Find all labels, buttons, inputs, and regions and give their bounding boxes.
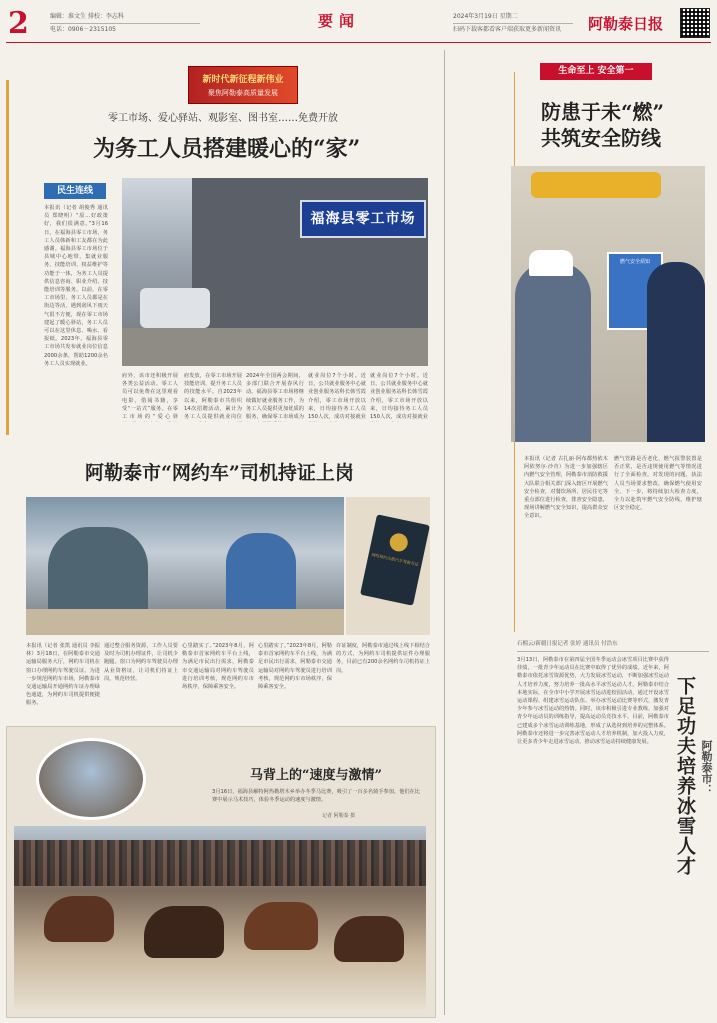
story2-col2: 通过整合服务资源，工作人员要及时为司机办理证件，让司机少跑腿。窗口为网约车驾驶员办理从业资格证，让司机们持证上岗，规范经营。 <box>104 643 178 682</box>
story4-col2: 燃气管路是否老化，燃气报警装置是否正常，是否违规使用燃气等情况进行了全面检查。对发现的问题，执法人员当场要求整改，确保燃气使用安全。下一步，将持续加大检查力度，全力以赴筑牢燃气安全防线，维护辖区安全稳定。 <box>614 456 702 512</box>
story1-col2: 府外，该市还积极开展各类公益活动。零工人员可以免费在这里观看电影，借阅书籍，享受“一站式”服务。在零工市场的“爱心驿 <box>122 373 178 421</box>
story3-caption: 3月16日，福海县解特阿热勒塔木乡举办冬季马比赛，吸引了一百多名骑手参加，他们在比赛中展示马术技巧，体验冬季运动的速度与激情。 <box>212 789 420 804</box>
editor-line: 编辑：淮文生 排校：李志科 <box>50 13 124 20</box>
horse-4 <box>334 916 404 962</box>
header-bottom-rule <box>6 42 711 43</box>
masthead-logo: 阿勒泰日报 <box>588 15 664 33</box>
story3-credit: 记者 阿勒泰 摄 <box>322 813 356 819</box>
horse-race-inset-photo <box>36 738 146 820</box>
national-emblem-icon <box>388 532 409 553</box>
story2-col4: 许证制度，阿勒泰市通过线上线下相结合的方式，为网约车司机提供证件办理服务，目前已有200余名网约车司机持证上岗。 <box>336 643 430 674</box>
story1-col5: 就业岗位7个小时。近日，公共就业服务中心就业创业服务站科长韩雪霞介绍，零工市场开放以来，日均接待务工人员150人次，成功对接就业 <box>308 373 366 421</box>
download-line: 扫码下载客都看客户端获取更多新闻资讯 <box>453 26 562 33</box>
counter <box>26 609 344 635</box>
story3-title: 马背上的“速度与激情” <box>250 768 382 783</box>
license-title: 网络预约出租汽车驾驶员证 <box>371 552 420 567</box>
ground <box>122 328 428 366</box>
phone-line: 电话：0906－2315105 <box>50 26 116 33</box>
story1-kicker: 零工市场、爱心驿站、观影室、图书室……免费开放 <box>108 113 338 124</box>
story5-rule <box>517 651 709 652</box>
header-divider-right <box>453 23 573 24</box>
story2-headline: 阿勒泰市“网约车”司机持证上岗 <box>85 462 354 484</box>
header-divider-left <box>50 23 200 24</box>
officer-figure <box>647 262 705 442</box>
horse-race-main-photo <box>14 826 426 1010</box>
chef-figure <box>515 262 591 442</box>
story5-credit-line: 石榴云/新疆日报记者 张婷 通讯员 付浩东 <box>517 641 618 647</box>
theme-banner <box>188 66 298 104</box>
driver-license-photo <box>346 497 430 635</box>
column-tag-minsheng <box>44 183 106 199</box>
building-sign <box>300 200 426 238</box>
story2-col1: 本报讯（记者 张凯 通讯员 李振林）3月18日，在阿勒泰市交通运输局服务大厅，网约车司机在窗口办理网约车驾驶员证。为进一步规范网约车市场，阿勒泰市交通运输局开通网约车证办理绿色通道，为网约车司机提供便捷服务。 <box>26 643 100 707</box>
story4-col1: 本报讯（记者 古扎丽·阿布都热依木 阿依努尔·沙肯）为进一步加强辖区内燃气安全管理，阿勒泰市消防救援大队联合相关部门深入辖区开展燃气安全检查，对餐饮场所、居民住宅等重点部位进行检查，排查安全隐患，现场讲解燃气安全知识，提高群众安全意识。 <box>524 456 608 520</box>
column-tag-label: 民生连线 <box>56 186 93 196</box>
story1-frame <box>6 80 9 435</box>
story1-col4: 2024年全国两会期间，多部门联合开展春风行动。福海县零工市场将继续做好就业服务工作，为务工人员提供更加优质的服务，确保零工市场成为 <box>246 373 304 421</box>
section-title: 要闻 <box>318 12 361 30</box>
story5-vertical-headline: 下足功夫培养冰雪人才 <box>674 676 696 876</box>
parked-car <box>140 288 210 328</box>
horse-2 <box>144 906 224 958</box>
gas-pipe-yellow <box>531 172 661 198</box>
story1-col1: 本报讯（记者 胡俊秀 通讯员 郑晓明）“原…好政策好，我们很满意。”3月16日，在福海县零工市场，务工人员韩新和工友都在为此感谢。福海县零工市场位于县城中心地带，集就业服务、技能培训、权益维护等功能于一体，为务工人员提供信息咨询、职业介绍、技能培训等服务。以前，在零工市场里，务工人员都是在街边等活，遇到刮风下雨天气很不方便，现在零工市场建起了暖心驿站，务工人员可以在这里休息、喝水、看报纸。2023年，福海县零工市场共发布就业岗位信息2000余条，帮助1200余名务工人员实现就业。 <box>44 205 108 367</box>
story4-headline-line2: 共筑安全防线 <box>541 126 661 150</box>
theme-banner-line2: 聚焦阿勒泰高质量发展 <box>208 89 278 97</box>
service-window-photo <box>26 497 344 635</box>
story2-col2b: 心里踏实了。”2023年8月，阿勒泰市首家网约车平台上线，为满足市民出行需求，阿勒泰市交通运输局对网约车驾驶员进行培训考核，规范网约车市场秩序，保障乘客安全。 <box>182 643 254 691</box>
story2-col3: 心里踏实了。”2023年8月，阿勒泰市首家网约车平台上线，为满足市民出行需求，阿勒泰市交通运输局对网约车驾驶员进行培训考核，规范网约车市场秩序，保障乘客安全。 <box>258 643 332 691</box>
story4-headline-line1: 防患于未“燃” <box>541 100 665 124</box>
gas-safety-photo <box>511 166 705 442</box>
safety-poster-text: 燃气安全须知 <box>619 259 650 265</box>
story5-vertical-sub: 阿勒泰市： <box>700 740 713 795</box>
building-sign-text: 福海县零工市场 <box>310 211 416 227</box>
safety-tag <box>540 63 652 80</box>
safety-tag-label: 生命至上 安全第一 <box>558 66 634 76</box>
license-booklet <box>360 514 430 605</box>
spectator-crowd <box>14 840 426 886</box>
main-vertical-separator <box>444 50 445 1015</box>
story1-headline: 为务工人员搭建暖心的“家” <box>93 136 361 162</box>
horse-3 <box>244 902 318 950</box>
page-number: 2 <box>8 6 29 41</box>
story1-col3: 府发放，在零工市场开展技能培训，提升务工人员的技能水平。自2023年以来，阿勒泰市共组织14次招聘活动，累计为务工人员提供就业岗位 <box>184 373 242 421</box>
story5-body: 3月13日，阿勒泰市在第四届全国冬季运动会冰雪项目比赛中获得佳绩，一批青少年运动员在比赛中取得了优异的成绩。近年来，阿勒泰市依托冰雪资源优势，大力发展冰雪运动，不断加强冰雪运动人才培养力度，努力培养一批高水平冰雪运动人才。阿勒泰市结合本地实际，在全市中小学开展冰雪运动进校园活动，通过开设冰雪运动课程、组建冰雪运动队伍、举办冰雪运动比赛等形式，激发青少年参与冰雪运动的热情。同时，该市积极引进专业教练，加强对青少年运动员的训练指导，提高运动员竞技水平。目前，阿勒泰市已建成多个冰雪运动训练基地，形成了从选材到培养的完整体系。阿勒泰市还将进一步完善冰雪运动人才培养机制，加大投入力度，让更多青少年走进冰雪运动，推动冰雪运动持续健康发展。 <box>517 657 669 746</box>
date-line: 2024年3月19日 星期二 <box>453 13 518 20</box>
story1-col6: 就业岗位7个小时。近日，公共就业服务中心就业创业服务站科长韩雪霞介绍，零工市场开放以来，日均接待务工人员150人次，成功对接就业 <box>370 373 428 421</box>
chef-hat <box>529 250 573 276</box>
qr-code[interactable] <box>680 8 710 38</box>
theme-banner-line1: 新时代新征程新伟业 <box>202 75 284 85</box>
horse-1 <box>44 896 114 942</box>
zero-work-market-photo <box>122 178 428 366</box>
